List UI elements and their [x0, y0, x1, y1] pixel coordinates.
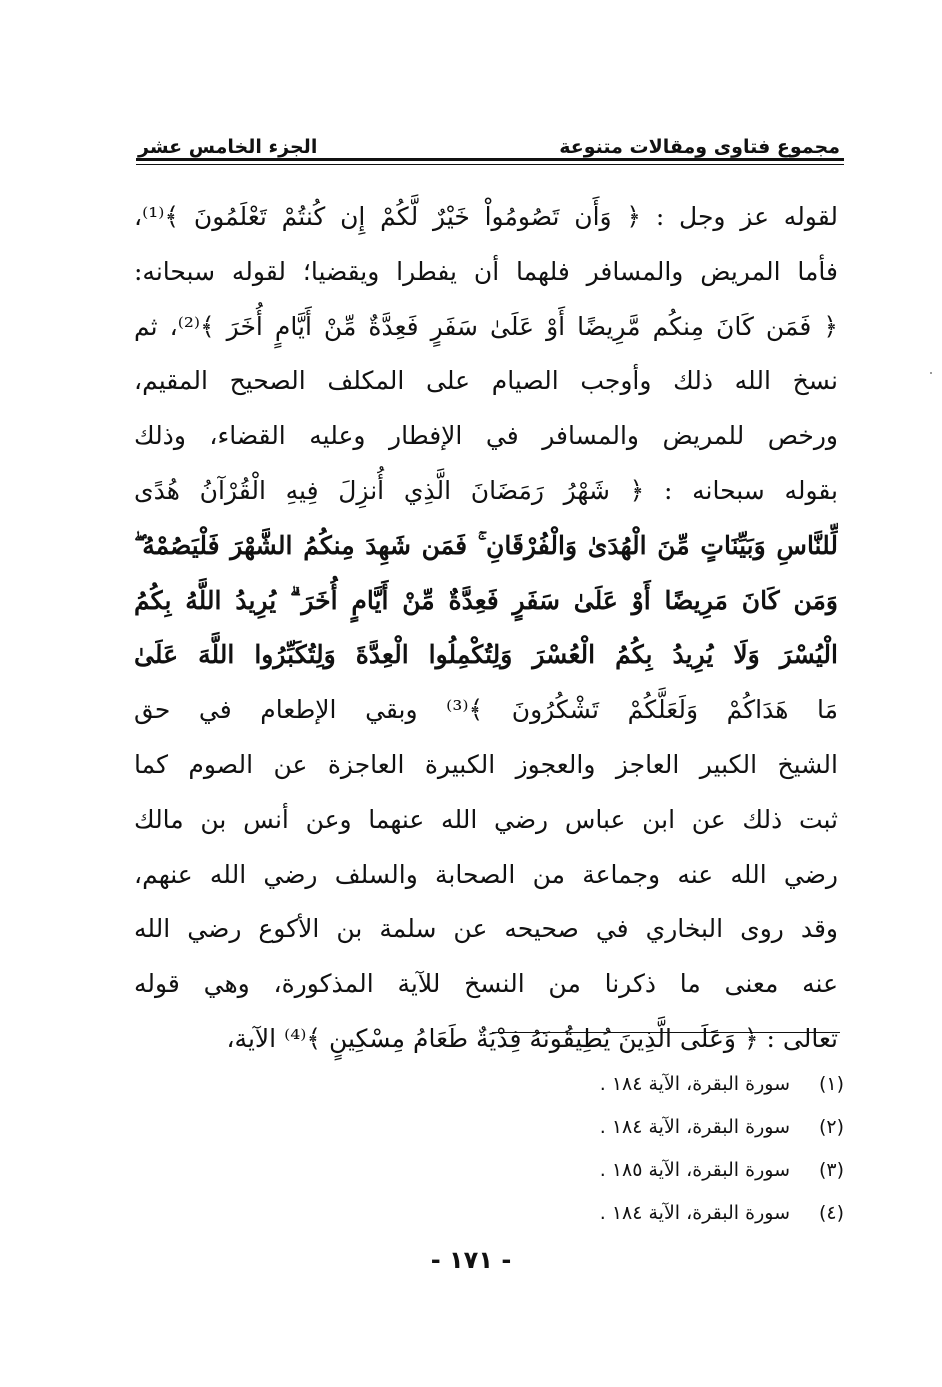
volume-label: الجزء الخامس عشر	[138, 136, 318, 158]
footnote-text: سورة البقرة، الآية ١٨٤ .	[599, 1201, 790, 1224]
header-rule-thin	[136, 164, 844, 165]
footnote-item	[444, 1062, 844, 1105]
body-line: الشيخ الكبير العاجز والعجوز الكبيرة العاجزة عن الصوم كما	[134, 749, 838, 779]
footnotes	[444, 1062, 844, 1234]
page-number: - ١٧١ -	[430, 1246, 512, 1274]
body-line: تعالى : ﴿ وَعَلَى الَّذِينَ يُطِيقُونَهُ فِدْيَةٌ طَعَامُ مِسْكِينٍ ﴾⁽⁴⁾ الآية،	[226, 1023, 838, 1053]
body-line: ثبت ذلك عن ابن عباس رضي الله عنهما وعن أنس بن مالك	[134, 804, 838, 834]
book-title: مجموع فتاوى ومقالات متنوعة	[559, 136, 840, 158]
body-line: فأما المريض والمسافر فلهما أن يفطرا ويقضيا؛ لقوله سبحانه:	[134, 256, 838, 286]
body-line: ﴿ فَمَن كَانَ مِنكُم مَّرِيضًا أَوْ عَلَىٰ سَفَرٍ فَعِدَّةٌ مِّنْ أَيَّامٍ أُخَرَ ﴾⁽²⁾، ثم	[134, 311, 838, 341]
footnote-text: سورة البقرة، الآية ١٨٥ .	[599, 1158, 790, 1181]
body-line: رضي الله عنه وجماعة من الصحابة والسلف رضي الله عنهم،	[134, 859, 838, 889]
body-line: عنه معنى ما ذكرنا من النسخ للآية المذكورة، وهي قوله	[134, 969, 838, 999]
quran-line: الْيُسْرَ وَلَا يُرِيدُ بِكُمُ الْعُسْرَ وَلِتُكْمِلُوا الْعِدَّةَ وَلِتُكَبِّرُوا اللَّهَ عَلَىٰ	[134, 640, 838, 670]
footnote-item	[444, 1105, 844, 1148]
body-text	[134, 190, 838, 1067]
footnote-number: (١)	[818, 1072, 844, 1095]
quran-line: وَمَن كَانَ مَرِيضًا أَوْ عَلَىٰ سَفَرٍ فَعِدَّةٌ مِّنْ أَيَّامٍ أُخَرَ ۗ يُرِيدُ اللَّهُ بِكُمُ	[134, 585, 838, 615]
body-line: بقوله سبحانه : ﴿ شَهْرُ رَمَضَانَ الَّذِي أُنزِلَ فِيهِ الْقُرْآنُ هُدًى	[134, 475, 838, 505]
footnote-text: سورة البقرة، الآية ١٨٤ .	[599, 1072, 790, 1095]
footnote-number: (٣)	[818, 1158, 844, 1181]
body-line: نسخ الله ذلك وأوجب الصيام على المكلف الصحيح المقيم،	[134, 366, 838, 396]
body-line: ورخص للمريض والمسافر في الإفطار وعليه القضاء، وذلك	[134, 421, 838, 451]
footnote-item	[444, 1191, 844, 1234]
body-line: لقوله عز وجل : ﴿ وَأَن تَصُومُواْ خَيْرٌ لَّكُمْ إِن كُنتُمْ تَعْلَمُونَ ﴾⁽¹⁾،	[134, 202, 838, 231]
footnote-separator	[492, 1032, 840, 1033]
header-rule	[136, 158, 844, 161]
quran-line: لِّلنَّاسِ وَبَيِّنَاتٍ مِّنَ الْهُدَىٰ وَالْفُرْقَانِ ۚ فَمَن شَهِدَ مِنكُمُ الشَّهْرَ فَلْيَصُمْهُ ۖ	[134, 530, 838, 560]
footnote-number: (٢)	[818, 1115, 844, 1138]
footnote-number: (٤)	[818, 1201, 844, 1224]
page-header	[138, 118, 840, 158]
body-line: وقد روى البخاري في صحيحه عن سلمة بن الأكوع رضي الله	[134, 914, 838, 944]
footnote-item	[444, 1148, 844, 1191]
scan-speck	[930, 372, 932, 374]
footnote-text: سورة البقرة، الآية ١٨٤ .	[599, 1115, 790, 1138]
body-line: مَا هَدَاكُمْ وَلَعَلَّكُمْ تَشْكُرُونَ ﴾⁽³⁾ وبقي الإطعام في حق	[134, 695, 838, 725]
